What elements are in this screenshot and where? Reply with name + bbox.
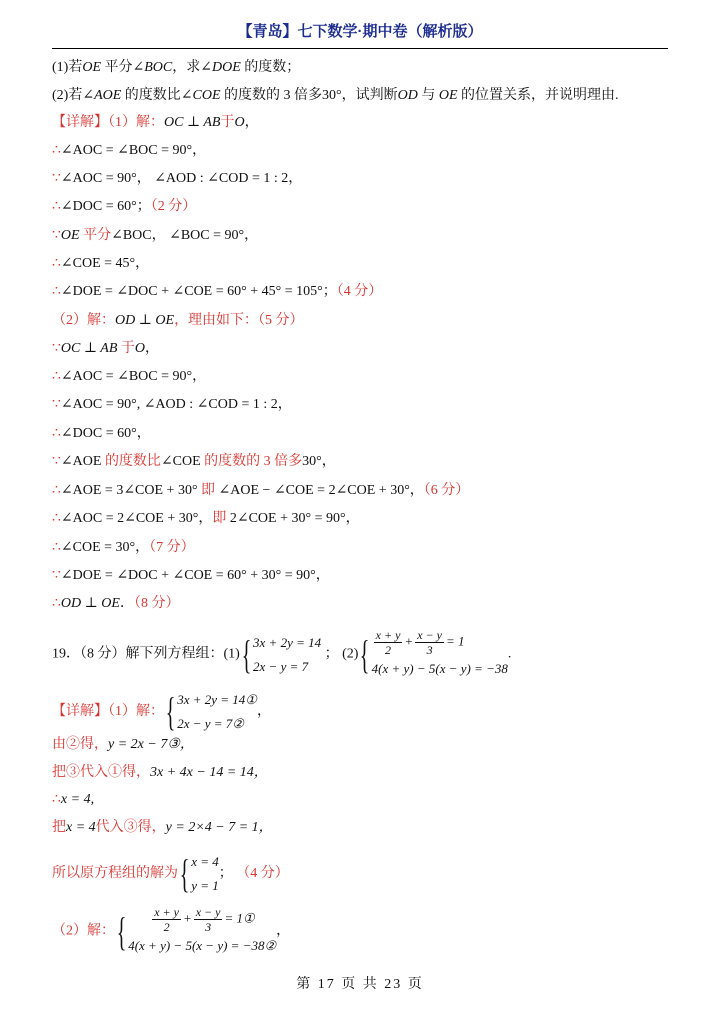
step-text: 把 <box>52 820 66 835</box>
annotation-text: ∵ <box>52 341 61 356</box>
solution-line <box>52 395 292 415</box>
math-text: ∠DOC = 60°； <box>60 199 151 214</box>
equation-system-1: { 3x + 2y = 14 2x − y = 7 <box>241 631 322 677</box>
step-math: y = 2x − 7③， <box>108 737 194 752</box>
equation <box>372 628 508 657</box>
fraction-numerator: x − y <box>195 905 221 919</box>
comma: ， <box>256 704 271 720</box>
separator: ； (2) <box>324 646 359 662</box>
math-text: ∠AOC = 90°, ∠AOD : ∠COD = 1 : 2， <box>60 397 292 412</box>
solution-line <box>52 113 259 133</box>
solution-line <box>52 197 196 217</box>
period: . <box>507 646 512 662</box>
annotation-text: ∴ <box>52 199 61 214</box>
solution-line <box>52 58 300 78</box>
math-text: 的位置关系，并说明理由. <box>457 88 619 103</box>
math-text: OE <box>438 88 458 103</box>
math-text: ∠DOE = ∠DOC + ∠COE = 60° + 30° = 90°， <box>60 568 330 583</box>
annotation-text: （7 分） <box>149 540 195 555</box>
header-rule <box>52 48 668 49</box>
math-text: OE <box>82 60 101 75</box>
math-text: 的度数比∠ <box>121 88 193 103</box>
semicolon: ； <box>218 866 233 882</box>
step-3 <box>52 790 94 810</box>
solution-line <box>52 226 258 246</box>
math-text: ∠AOC = 90°， ∠AOD : ∠COD = 1 : 2， <box>60 171 303 186</box>
annotation-text: （8 分） <box>133 596 180 611</box>
equation: 4(x + y) − 5(x − y) = −38 <box>371 661 508 676</box>
equation: 3x + 2y = 14① <box>177 692 257 707</box>
annotation-text: ∵ <box>52 568 61 583</box>
annotation-text: （2）解： <box>52 313 115 328</box>
step-text: 把③代入①得， <box>52 765 150 780</box>
annotation-text: ∴ <box>52 540 61 555</box>
annotation-text: ∵ <box>52 397 61 412</box>
annotation-text: 【详解】（1）解： <box>52 115 164 130</box>
math-text: ∠COE = 30°， <box>60 540 150 555</box>
annotation-text: 即 <box>212 511 230 526</box>
annotation-text: （6 分） <box>423 483 470 498</box>
annotation-text: 的度数比 <box>101 454 161 469</box>
equation-system-2: { $\frac{x + y}{2}$ + $\frac{x - y}{3}$ = 1 4(x + y) − 5(x − y) = −38 <box>358 628 507 681</box>
math-text: OC ⊥ AB <box>164 115 221 130</box>
equation: 4(x + y) − 5(x − y) = −38② <box>128 938 277 953</box>
annotation-text: ，理由如下：（5 分） <box>174 313 304 328</box>
solution-line <box>52 311 304 331</box>
annotation-text: 于 <box>220 115 235 130</box>
math-text: OD ⊥ OE <box>115 313 175 328</box>
step-text: 由②得， <box>52 737 108 752</box>
equation: 2x − y = 7 <box>253 658 309 674</box>
math-text: OC ⊥ AB <box>60 341 118 356</box>
annotation-text: ∴ <box>52 284 61 299</box>
solution-label: 【详解】（1）解： <box>52 704 164 720</box>
step-2 <box>52 763 268 783</box>
math-text: OD ⊥ OE <box>60 596 120 611</box>
math-text: 平分∠ <box>101 60 145 75</box>
solution-line <box>52 86 619 106</box>
solution-line <box>52 481 469 501</box>
math-text: COE <box>192 88 221 103</box>
step-text: 所以原方程组的解为 <box>52 866 178 882</box>
fraction-numerator: x − y <box>417 628 442 642</box>
fraction-denominator: 2 <box>385 643 392 657</box>
math-text: O <box>234 115 245 130</box>
equation: 3x + 2y = 14 <box>253 634 322 650</box>
math-text: ∠AOC = ∠BOC = 90°， <box>60 143 207 158</box>
annotation-text: ∴ <box>52 426 61 441</box>
annotation-text: 即 <box>197 483 219 498</box>
math-text: ，求∠ <box>172 60 212 75</box>
fraction-denominator: 3 <box>426 643 433 657</box>
math-text: 2∠COE + 30° = 90°， <box>229 511 360 526</box>
solution-line <box>52 566 330 586</box>
equation <box>128 905 276 934</box>
annotation-text: ∴ <box>52 256 61 271</box>
math-text: ∠BOC， ∠BOC = 90°， <box>111 228 259 243</box>
page-footer: 第 17 页 共 23 页 <box>296 977 424 992</box>
math-text: BOC <box>144 60 173 75</box>
equation-rest: = 1① <box>224 910 255 926</box>
solution-label: （2）解： <box>52 923 115 939</box>
score-note: （4 分） <box>236 866 289 882</box>
annotation-text: ∵ <box>52 454 61 469</box>
solution-line <box>52 509 360 529</box>
math-text: DOE <box>211 60 241 75</box>
step-4 <box>52 818 273 838</box>
math-text: ∠AOC = ∠BOC = 90°， <box>60 369 207 384</box>
question-19 <box>52 628 511 681</box>
math-text: ． <box>119 596 134 611</box>
annotation-text: 平分 <box>79 228 112 243</box>
step-math: x = 4, <box>60 792 95 807</box>
math-text: OD <box>397 88 418 103</box>
solution-line <box>52 594 179 614</box>
annotation-text: 的度数的 3 倍多 <box>200 454 303 469</box>
math-text: ∠AOE − ∠COE = 2∠COE + 30°， <box>218 483 424 498</box>
annotation-text: ∵ <box>52 228 61 243</box>
math-text: ， <box>145 341 160 356</box>
annotation-text: ∴ <box>52 483 61 498</box>
step-5: 所以原方程组的解为 { x = 4 y = 1 ； （4 分） <box>52 851 289 896</box>
math-text: ∠DOC = 60°， <box>60 426 151 441</box>
solution-line <box>52 424 151 444</box>
math-text: ∠COE <box>160 454 201 469</box>
page-header-title: 【青岛】七下数学·期中卷（解析版） <box>237 23 483 40</box>
fraction-denominator: 3 <box>205 920 212 934</box>
math-text: (2)若∠ <box>52 88 95 103</box>
solution-line <box>52 282 382 302</box>
annotation-text: （2 分） <box>150 199 197 214</box>
solution-line <box>52 169 302 189</box>
math-text: (1)若 <box>52 60 83 75</box>
math-text: ∠COE = 45°， <box>60 256 150 271</box>
math-text: ∠DOE = ∠DOC + ∠COE = 60° + 45° = 105°； <box>60 284 337 299</box>
step-math: x = 4 <box>66 820 96 835</box>
comma: ， <box>276 923 291 939</box>
plus: + <box>404 633 414 649</box>
math-text: ∠AOE = 3∠COE + 30° <box>60 483 198 498</box>
solution-line <box>52 452 336 472</box>
math-text: 的度数的 3 倍多30°，试判断 <box>220 88 398 103</box>
therefore-symbol: ∴ <box>52 792 61 807</box>
fraction-denominator: 2 <box>163 920 170 934</box>
solution-line <box>52 141 206 161</box>
step-math: 3x + 4x − 14 = 14， <box>150 765 268 780</box>
equation: 2x − y = 7② <box>177 716 244 731</box>
solution-part-2: （2）解： { $\frac{x + y}{2}$ + $\frac{x - y}{3}$ = 1① 4(x + y) − 5(x − y) = −38② ， <box>52 905 290 958</box>
annotation-text: ∴ <box>52 596 61 611</box>
plus: + <box>182 910 192 926</box>
solution-line <box>52 367 206 387</box>
annotation-text: （4 分） <box>336 284 383 299</box>
annotation-text: 于 <box>117 341 135 356</box>
question-19-prompt: 19．（8 分）解下列方程组：(1) <box>52 646 240 662</box>
equation: y = 1 <box>191 878 219 893</box>
solution-line <box>52 339 159 359</box>
annotation-text: ∴ <box>52 143 61 158</box>
step-1 <box>52 735 194 755</box>
math-text: AOE <box>94 88 122 103</box>
step-text: 代入③得， <box>95 820 166 835</box>
fraction-numerator: x + y <box>375 628 401 642</box>
math-text: 与 <box>417 88 439 103</box>
math-text: O <box>134 341 146 356</box>
fraction-numerator: x + y <box>154 905 179 919</box>
step-math: y = 2×4 − 7 = 1， <box>165 820 273 835</box>
math-text: ， <box>244 115 259 130</box>
solution-line <box>52 538 195 558</box>
solution-line <box>52 254 149 274</box>
annotation-text: ∴ <box>52 369 61 384</box>
math-text: 的度数； <box>240 60 301 75</box>
math-text: OE <box>60 228 80 243</box>
annotation-text: ∵ <box>52 171 61 186</box>
equation-rest: = 1 <box>445 633 465 649</box>
math-text: ∠AOC = 2∠COE + 30°， <box>60 511 213 526</box>
equation: x = 4 <box>191 854 219 869</box>
math-text: ∠AOE <box>60 454 102 469</box>
solution-part-1: 【详解】（1）解： { 3x + 2y = 14① 2x − y = 7② ， <box>52 689 271 734</box>
annotation-text: ∴ <box>52 511 61 526</box>
math-text: 30°， <box>302 454 336 469</box>
